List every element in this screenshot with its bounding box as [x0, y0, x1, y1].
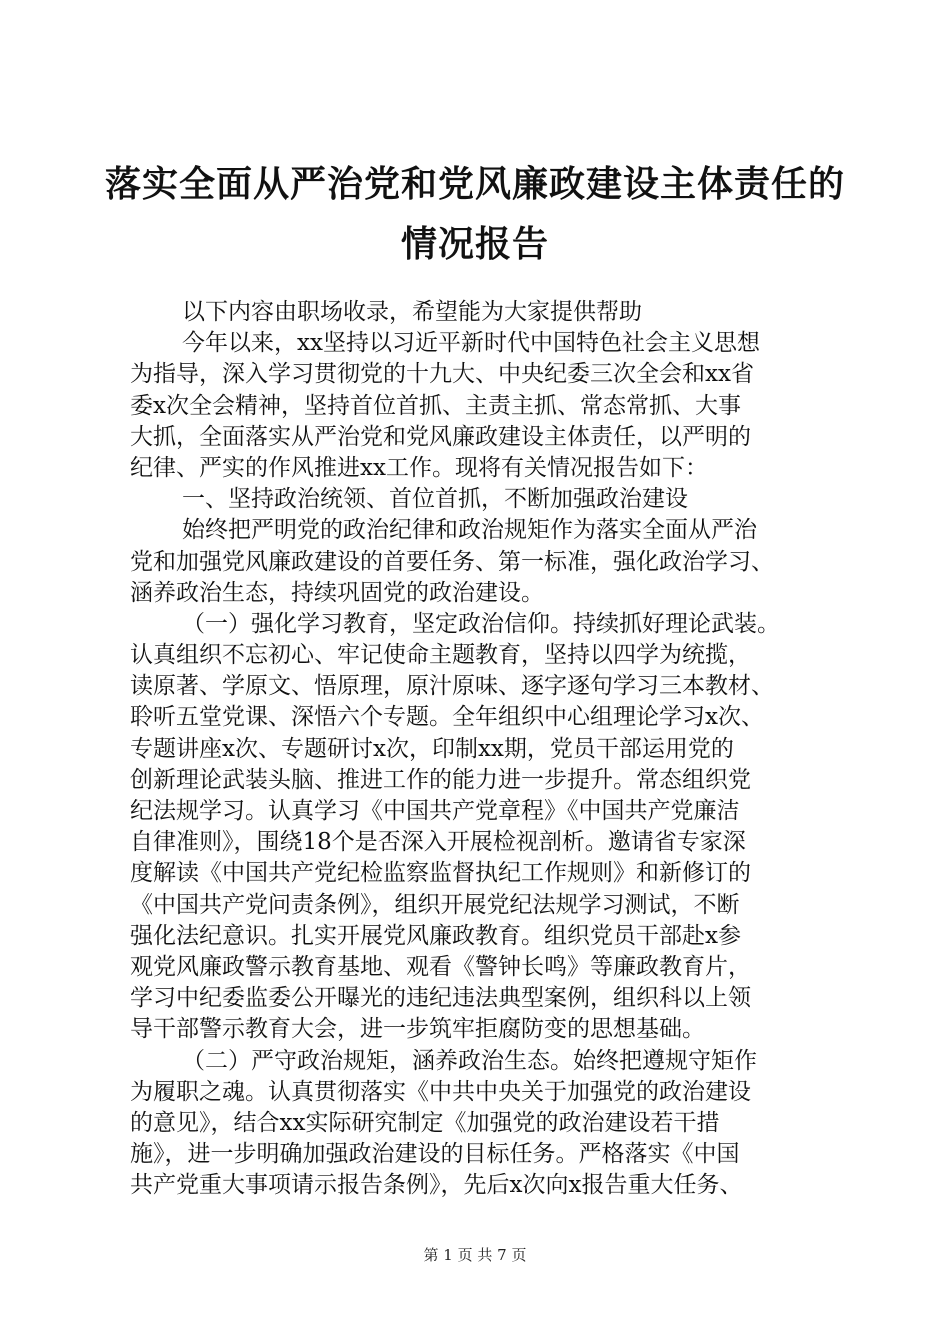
body-line: （二）严守政治规矩，涵养政治生态。始终把遵规守矩作: [182, 1047, 757, 1074]
body-line: 今年以来，xx坚持以习近平新时代中国特色社会主义思想: [182, 330, 760, 357]
body-line: 共产党重大事项请示报告条例》，先后x次向x报告重大任务、: [130, 1172, 743, 1199]
body-line: （一）强化学习教育，坚定政治信仰。持续抓好理论武装。: [182, 610, 780, 637]
body-line: 纪律、严实的作风推进xx工作。现将有关情况报告如下：: [130, 454, 708, 481]
document-title-line-1: 落实全面从严治党和党风廉政建设主体责任的: [104, 163, 845, 205]
body-line: 强化法纪意识。扎实开展党风廉政教育。组织党员干部赴x参: [130, 922, 741, 949]
body-line: 大抓，全面落实从严治党和党风廉政建设主体责任，以严明的: [130, 423, 751, 450]
body-line: 党和加强党风廉政建设的首要任务、第一标准，强化政治学习、: [130, 548, 774, 575]
body-line: 施》，进一步明确加强政治建设的目标任务。严格落实《中国: [130, 1141, 740, 1168]
body-line: 涵养政治生态，持续巩固党的政治建设。: [130, 579, 544, 606]
body-line: 专题讲座x次、专题研讨x次，印制xx期，党员干部运用党的: [130, 735, 734, 762]
body-line: 一、坚持政治统领、首位首抓，不断加强政治建设: [182, 486, 688, 513]
document-title-line-2: 情况报告: [400, 223, 549, 265]
body-line: 聆听五堂党课、深悟六个专题。全年组织中心组理论学习x次、: [130, 704, 764, 731]
body-line: 委x次全会精神，坚持首位首抓、主责主抓、常态常抓、大事: [130, 392, 741, 419]
body-line: 自律准则》，围绕18个是否深入开展检视剖析。邀请省专家深: [130, 829, 746, 856]
body-line: 始终把严明党的政治纪律和政治规矩作为落实全面从严治: [182, 517, 757, 544]
body-line: 观党风廉政警示教育基地、观看《警钟长鸣》等廉政教育片，: [130, 953, 751, 980]
body-line: 学习中纪委监委公开曝光的违纪违法典型案例，组织科以上领: [130, 985, 751, 1012]
body-line: 以下内容由职场收录，希望能为大家提供帮助: [182, 299, 642, 325]
body-line: 读原著、学原文、悟原理，原汁原味、逐字逐句学习三本教材、: [130, 673, 774, 700]
body-line: 创新理论武装头脑、推进工作的能力进一步提升。常态组织党: [130, 766, 751, 793]
document-body: [130, 297, 830, 1201]
body-line: 导干部警示教育大会，进一步筑牢拒腐防变的思想基础。: [130, 1016, 705, 1043]
body-line: 《中国共产党问责条例》，组织开展党纪法规学习测试，不断: [130, 891, 740, 918]
body-line: 纪法规学习。认真学习《中国共产党章程》《中国共产党廉洁: [130, 798, 740, 824]
body-line: 度解读《中国共产党纪检监察监督执纪工作规则》和新修订的: [130, 860, 751, 887]
body-line: 认真组织不忘初心、牢记使命主题教育，坚持以四学为统揽，: [130, 642, 751, 669]
body-line: 的意见》，结合xx实际研究制定《加强党的政治建设若干措: [130, 1109, 720, 1136]
body-line: 为指导，深入学习贯彻党的十九大、中央纪委三次全会和xx省: [130, 361, 754, 388]
body-line: 为履职之魂。认真贯彻落实《中共中央关于加强党的政治建设: [130, 1078, 751, 1105]
page-footer: 第 1 页 共 7 页: [423, 1246, 527, 1264]
